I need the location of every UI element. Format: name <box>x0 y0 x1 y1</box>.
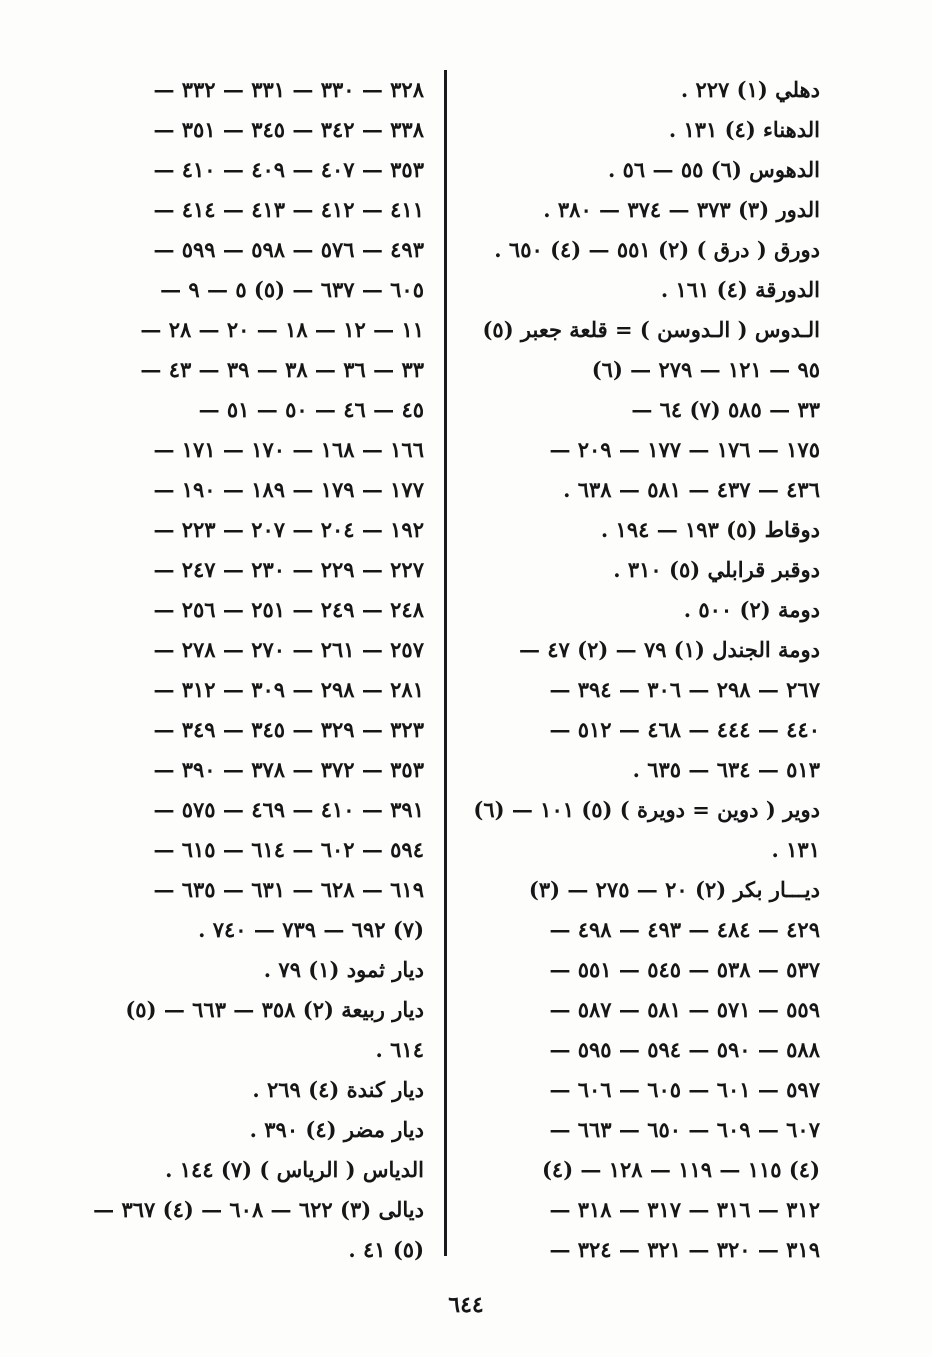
index-line: ٣٣ — ٥٨٥ (٧) ٦٤ — <box>631 397 820 422</box>
index-line: دومة (٢) ٥٠٠ . <box>683 597 820 622</box>
index-line: ديالى (٣) ٦٢٢ — ٦٠٨ — (٤) ٣٦٧ — <box>93 1197 424 1222</box>
index-line: ٤٤٠ — ٤٤٤ — ٤٦٨ — ٥١٢ — <box>549 717 820 742</box>
index-line: دوير ( دوين = دويرة ) (٥) ١٠١ — (٦) <box>473 797 820 822</box>
index-line: ٦١٩ — ٦٢٨ — ٦٣١ — ٦٣٥ — <box>153 877 424 902</box>
index-line: ٣٣ — ٣٦ — ٣٨ — ٣٩ — ٤٣ — <box>140 357 424 382</box>
index-line: ٤٥ — ٤٦ — ٥٠ — ٥١ — <box>198 397 424 422</box>
index-line: ٣٢٣ — ٣٢٩ — ٣٤٥ — ٣٤٩ — <box>153 717 424 742</box>
index-line: (٥) ٤١ . <box>348 1237 424 1262</box>
index-line: ١٣١ . <box>771 837 820 862</box>
index-line: ٤٢٩ — ٤٨٤ — ٤٩٣ — ٤٩٨ — <box>549 917 820 942</box>
index-line: دوقاط (٥) ١٩٣ — ١٩٤ . <box>600 517 820 542</box>
index-line: ٣٣٨ — ٣٤٢ — ٣٤٥ — ٣٥١ — <box>153 117 424 142</box>
index-line: ٥١٣ — ٦٣٤ — ٦٣٥ . <box>632 757 820 782</box>
index-line: ١٧٧ — ١٧٩ — ١٨٩ — ١٩٠ — <box>153 477 424 502</box>
index-line: ٥٩٤ — ٦٠٢ — ٦١٤ — ٦١٥ — <box>153 837 424 862</box>
index-line: (٧) ٦٩٢ — ٧٣٩ — ٧٤٠ . <box>198 917 424 942</box>
index-line: ٥٨٨ — ٥٩٠ — ٥٩٤ — ٥٩٥ — <box>549 1037 820 1062</box>
index-line: ٩٥ — ١٢١ — ٢٧٩ — (٦) <box>591 357 820 382</box>
index-line: ديار ربيعة (٢) ٣٥٨ — ٦٦٣ — (٥) <box>125 997 424 1022</box>
index-line: دورق ( درق ) (٢) ٥٥١ — (٤) ٦٥٠ . <box>494 237 820 262</box>
index-line: الدهناء (٤) ١٣١ . <box>668 117 820 142</box>
index-line: ٦١٤ . <box>375 1037 424 1062</box>
right-column <box>465 70 820 1270</box>
index-line: دهلي (١) ٢٢٧ . <box>680 77 820 102</box>
index-line: ٢٢٧ — ٢٢٩ — ٢٣٠ — ٢٤٧ — <box>153 557 424 582</box>
index-line: ٤٣٦ — ٤٣٧ — ٥٨١ — ٦٣٨ . <box>563 477 820 502</box>
index-line: ٤١١ — ٤١٢ — ٤١٣ — ٤١٤ — <box>153 197 424 222</box>
left-column <box>79 70 424 1270</box>
index-line: دوقبر قرابلي (٥) ٣١٠ . <box>613 557 820 582</box>
index-line: ديار ثمود (١) ٧٩ . <box>263 957 424 982</box>
index-line: ديـــار بكر (٢) ٢٠ — ٢٧٥ — (٣) <box>528 877 820 902</box>
index-line: ٥٥٩ — ٥٧١ — ٥٨١ — ٥٨٧ — <box>549 997 820 1022</box>
index-line: ٦٠٥ — ٦٣٧ — (٥) ٥ — ٩ — <box>160 277 424 302</box>
index-line: الدهوس (٦) ٥٥ — ٥٦ . <box>608 157 820 182</box>
index-line: ٣٢٨ — ٣٣٠ — ٣٣١ — ٣٣٢ — <box>153 77 424 102</box>
index-line: ٥٩٧ — ٦٠١ — ٦٠٥ — ٦٠٦ — <box>549 1077 820 1102</box>
index-line: ٦٠٧ — ٦٠٩ — ٦٥٠ — ٦٦٣ — <box>549 1117 820 1142</box>
index-line: ٢٤٨ — ٢٤٩ — ٢٥١ — ٢٥٦ — <box>153 597 424 622</box>
index-line: الدور (٣) ٣٧٣ — ٣٧٤ — ٣٨٠ . <box>543 197 820 222</box>
index-line: الـدوس ( الـدوسن ) = قلعة جعبر (٥) <box>482 317 820 342</box>
index-line: ٥٣٧ — ٥٣٨ — ٥٤٥ — ٥٥١ — <box>549 957 820 982</box>
index-line: ١٦٦ — ١٦٨ — ١٧٠ — ١٧١ — <box>153 437 424 462</box>
index-line: ٣١٢ — ٣١٦ — ٣١٧ — ٣١٨ — <box>549 1197 820 1222</box>
index-line: ٣١٩ — ٣٢٠ — ٣٢١ — ٣٢٤ — <box>549 1237 820 1262</box>
index-line: ٣٥٣ — ٤٠٧ — ٤٠٩ — ٤١٠ — <box>153 157 424 182</box>
index-line: ديار مضر (٤) ٣٩٠ . <box>249 1117 424 1142</box>
index-line: دومة الجندل (١) ٧٩ — (٢) ٤٧ — <box>518 637 820 662</box>
page-number: ٦٤٤ <box>448 1292 484 1318</box>
index-line: ١٩٢ — ٢٠٤ — ٢٠٧ — ٢٢٣ — <box>153 517 424 542</box>
index-line: الدياس ( الرياس ) (٧) ١٤٤ . <box>165 1157 424 1182</box>
index-line: ٢٥٧ — ٢٦١ — ٢٧٠ — ٢٧٨ — <box>153 637 424 662</box>
index-line: ٣٩١ — ٤١٠ — ٤٦٩ — ٥٧٥ — <box>153 797 424 822</box>
index-line: (٤) ١١٥ — ١١٩ — ١٢٨ — (٤) <box>541 1157 820 1182</box>
index-line: ٣٥٣ — ٣٧٢ — ٣٧٨ — ٣٩٠ — <box>153 757 424 782</box>
index-line: ١١ — ١٢ — ١٨ — ٢٠ — ٢٨ — <box>140 317 424 342</box>
index-line: ١٧٥ — ١٧٦ — ١٧٧ — ٢٠٩ — <box>549 437 820 462</box>
index-line: ٢٨١ — ٢٩٨ — ٣٠٩ — ٣١٢ — <box>153 677 424 702</box>
column-divider <box>444 70 447 1256</box>
index-line: الدورقة (٤) ١٦١ . <box>660 277 820 302</box>
index-line: ٤٩٣ — ٥٧٦ — ٥٩٨ — ٥٩٩ — <box>153 237 424 262</box>
index-line: ديار كندة (٤) ٢٦٩ . <box>252 1077 424 1102</box>
index-line: ٢٦٧ — ٢٩٨ — ٣٠٦ — ٣٩٤ — <box>549 677 820 702</box>
